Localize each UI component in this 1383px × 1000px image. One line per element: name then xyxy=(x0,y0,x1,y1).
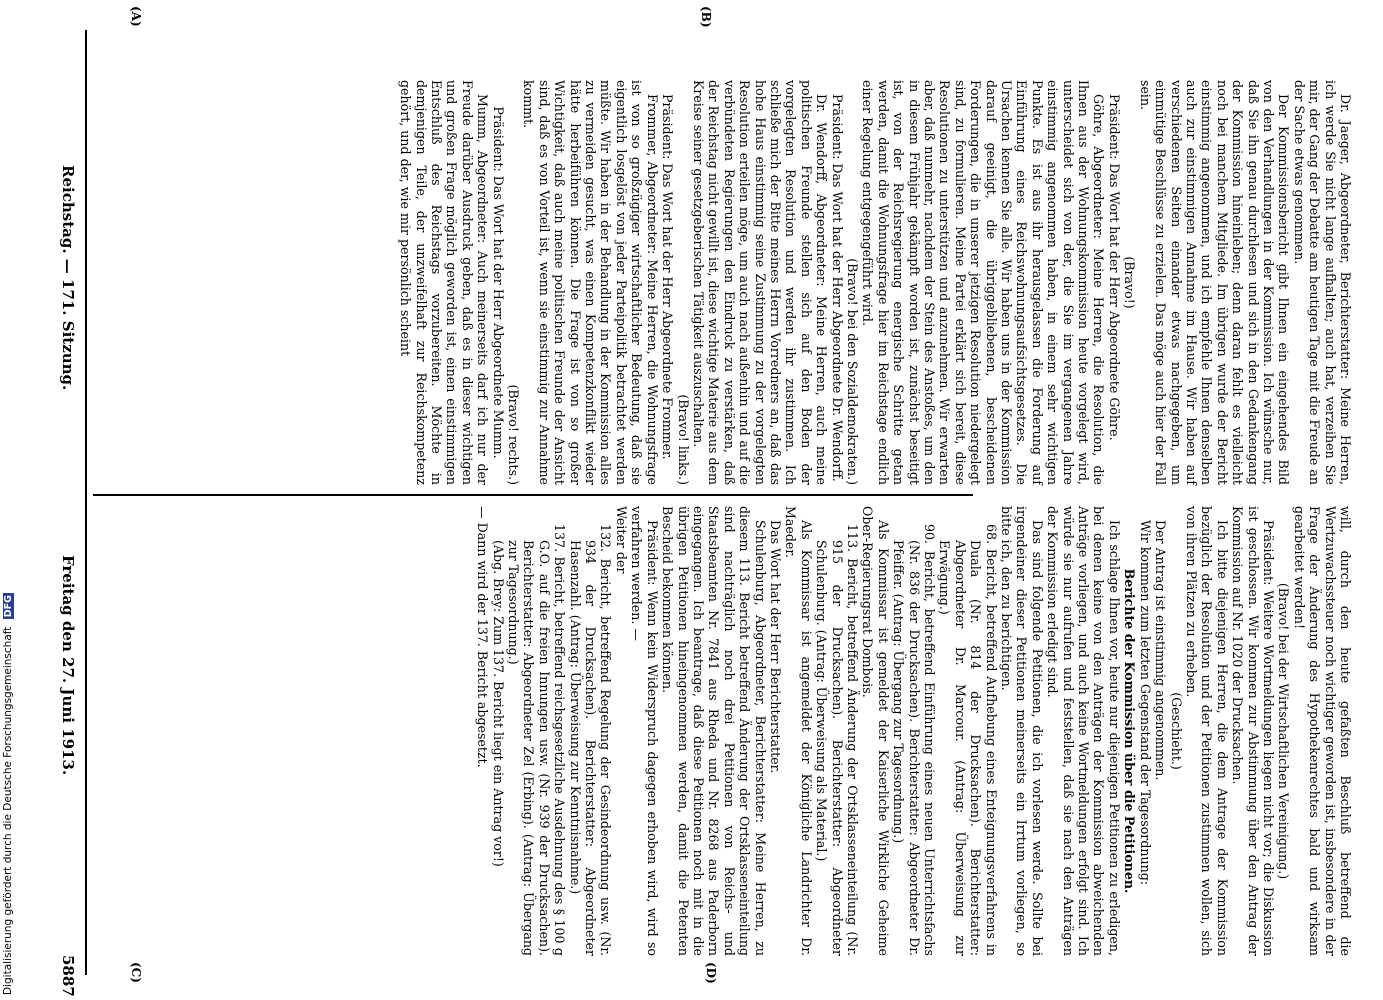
paragraph: Präsident: Das Wort hat der Herr Abgeordnete Frommer. xyxy=(660,94,676,460)
paragraph: Als Kommissar ist gemeldet der Kaiserliche Wirkliche Geheime Ober-Regierungsrat Dombois. xyxy=(860,506,891,956)
interjection: (Geschieht.) xyxy=(1168,692,1184,770)
paragraph: Wir kommen zum letzten Gegenstand der Tagesordnung: xyxy=(1137,520,1153,886)
paragraph: Präsident: Das Wort hat der Herr Abgeordnete Göhre. xyxy=(1106,94,1122,441)
interjection: (Bravo! bei den Sozialdemokraten.) xyxy=(845,258,860,485)
margin-marker-b: (B) xyxy=(699,6,713,28)
dfg-logo: DFG xyxy=(3,595,14,618)
paragraph: Göhre, Abgeordneter: Meine Herren, die Resolution, die Ihnen aus der Wohnungskommission heute vorgelegt wird, unterscheidet sich von der, die Sie im vergangenen Jahre einstimmig angenommen haben, in einem sehr wichtigen Punkte. Es ist aus ihr herausgelassen die Forderung auf Einführung eines Reichswohnungsaufsichtsgesetzes. Die Ursachen kennen Sie alle. Wir haben uns in der Kommission darauf geeinigt, die übriggebliebenen, bescheidenen Forderungen, die in unserer jetzigen Resolution niedergelegt sind, zu formulieren. Meine Partei erklärt sich bereit, diese Resolutionen zu unterstützen und anzunehmen. Wir erwarten aber, daß nunmehr, nachdem der Stein des Anstoßes, um den in diesem Frühjahr gekämpft worden ist, zunächst beseitigt ist, von der Reichsregierung energische Schritte getan werden, damit die Wohnungsfrage hier im Reichstage endlich einer Regelung entgegengeführt wird. xyxy=(860,80,1107,485)
paragraph: Der Kommissionsbericht gibt Ihnen ein eingehendes Bild von den Verhandlungen in der Kommission. Ich wünsche nur, daß Sie ihn genau durchlesen und sich in den Gedankengang der Kommission hineinleben; denn daran fehlt es vielleicht noch bei manchem Mitgliede. Im übrigen wurde der Bericht einstimmig angenommen, und ich empfehle Ihnen denselben auch zur einstimmigen Annahme im Hause. Wir haben auf verschiedenen Seiten einander etwas nachgegeben, um einmütige Beschlüsse zu erzielen. Das möge auch hier der Fall sein. xyxy=(1137,80,1292,485)
footer-credit xyxy=(2,5,14,995)
petition-item: 113. Bericht, betreffend Änderung der Ortsklasseneinteilung (Nr. 915 der Drucksachen). Berichterstatter: Abgeordneter Schulenburg. (Antrag: Überweisung als Material.) xyxy=(814,524,860,956)
paragraph: Der Antrag ist einstimmig angenommen. xyxy=(1153,520,1169,781)
interjection: (Bravo! bei der Wirtschaftlichen Vereinigung.) xyxy=(1276,582,1292,880)
paragraph: will, durch den heute gefaßten Beschluß betreffend die Wertzuwachssteuer noch wichtiger geworden ist, insbesondere in der Frage der Änderung des Hypothekenrechtes bald und wirksam gearbeitet werden! xyxy=(1291,506,1353,956)
header-left: Reichstag. — 171. Sitzung. xyxy=(59,165,77,391)
left-column xyxy=(93,80,1353,485)
petition-item: 137. Bericht, betreffend reichsgesetzliche Ausdehnung des § 100 g G.O. auf die freien Innungen usw. (Nr. 939 der Drucksachen). Berichterstatter: Abgeordneter Zel (Erbing). (Antrag: Übergang zur Tagesordnung.) xyxy=(506,524,568,956)
paragraph: Präsident: Weitere Wortmeldungen liegen nicht vor; die Diskussion ist geschlossen. Wir kommen zur Abstimmung über den Antrag der Kommission auf Nr. 1020 der Drucksachen. xyxy=(1230,506,1276,956)
paragraph: Dr. Jaeger, Abgeordneter, Berichterstatter: Meine Herren, ich werde Sie nicht lange aufhalten; auch hat, verzeihen Sie mir, der Gang der Debatte am heutigen Tage mit die Freude an der Sache etwas genommen. xyxy=(1291,80,1353,485)
section-heading: Berichte der Kommission über die Petitionen. xyxy=(1122,568,1138,894)
petition-item: 68. Bericht, betreffend Aufhebung eines Enteignungsverfahrens in Duala (Nr. 814 der Drucksachen). Berichterstatter: Abgeordneter Dr. Marcour. (Antrag: Überweisung zur Erwägung.) xyxy=(937,524,999,956)
paragraph: Dr. Wendorff, Abgeordneter: Meine Herren, auch meine politischen Freunde stellen sich auf den Boden der vorgelegten Resolution und werden ihr zustimmen. Ich schließe mich der Bitte meines Herrn Vorredners an, daß das hohe Haus einstimmig seine Zustimmung zu der vorgelegten Resolution erteilen möge, um auch nach außenhin und auf die verbündeten Regierungen den Eindruck zu verstärken, daß der Reichstag nicht gewillt ist, diese wichtige Materie aus dem Kreise seiner gesetzgeberischen Tätigkeit auszuschalten. xyxy=(690,80,830,485)
page-number: 5887 xyxy=(59,955,77,997)
paragraph: Das sind folgende Petitionen, die ich vorlesen werde. Sollte bei irgendeiner dieser Petitionen meinerseits ein Irrtum vorliegen, so bitte ich, den zu berichtigen. xyxy=(999,506,1045,956)
petition-item: 90. Bericht, betreffend Einführung eines neuen Unterrichtsfachs (Nr. 836 der Drucksachen). Berichterstatter: Abgeordneter Dr. Pfeiffer. (Antrag: Übergang zur Tagesordnung.) xyxy=(891,524,938,956)
right-column xyxy=(93,506,1353,956)
margin-marker-c: (C) xyxy=(129,962,143,983)
footer-text: Digitalisierung gefördert durch die Deutsche Forschungsgemeinschaft xyxy=(2,626,14,995)
page-header xyxy=(53,30,79,997)
paragraph: Präsident: Das Wort hat der Herr Abgeordnete Mumm. xyxy=(490,106,506,459)
paragraph: — Dann wird der 137. Bericht abgesetzt. xyxy=(475,506,491,768)
header-rule xyxy=(85,30,87,975)
margin-marker-d: (D) xyxy=(704,962,718,984)
header-center: Freitag den 27. Juni 1913. xyxy=(59,555,77,776)
paragraph: Schulenburg, Abgeordneter, Berichterstatter: Meine Herren, zu diesem 113. Bericht betreffend Änderung der Ortsklasseneinteilung sind nachträglich noch drei Petitionen von Reichs- und Staatsbeamten Nr. 7841 aus Rheda und Nr. 8268 aus Paderborn eingegangen. Ich beantrage, daß diese Petitionen noch mit in die übrigen Petitionen hineingenommen werden, damit die Petenten Bescheid bekommen können. xyxy=(660,506,768,956)
paragraph: Ich schlage Ihnen vor, heute nur diejenigen Petitionen zu erledigen, bei denen keine von den Anträgen der Kommission abweichenden Anträge vorliegen, und auch keine Wortmeldungen erfolgt sind. Ich würde sie nur aufrufen und feststellen, daß sie nach den Anträgen der Kommission erledigt sind. xyxy=(1045,506,1122,956)
paragraph: Weiter der xyxy=(613,506,629,574)
margin-marker-a: (A) xyxy=(129,6,143,27)
paragraph: Das Wort hat der Herr Berichterstatter. xyxy=(767,520,783,774)
interjection: (Abg. Brey: Zum 137. Bericht liegt ein Antrag vor!) xyxy=(490,540,506,867)
paragraph: Präsident: Wenn kein Widerspruch dagegen erhoben wird, wird so verfahren werden. — xyxy=(629,506,660,956)
paragraph: Frommer, Abgeordneter: Meine Herren, die Wohnungsfrage ist von so großzügiger wirtschaftlicher Bedeutung, daß sie eigentlich losgelöst von jeder Parteipolitik betrachtet werden müßte. Wir haben in der Behandlung in der Kommission alles zu vermeiden gesucht, was einen Kompetenzkonflikt wieder hätte herbeiführen können. Die Frage ist von so großer Wichtigkeit, daß auch meine politischen Freunde der Ansicht sind, daß es von Vorteil ist, wenn sie einstimmig zur Annahme kommt. xyxy=(521,80,660,485)
interjection: (Bravo! rechts.) xyxy=(506,384,522,485)
interjection: (Bravo!) xyxy=(1122,256,1138,309)
paragraph: Mumm, Abgeordneter: Auch meinerseits darf ich nur der Freude darüber Ausdruck geben, daß es in dieser wichtigen und großen Frage möglich geworden ist, einen einstimmigen Entschluß des Reichstags vorzubereiten. Möchte in demjenigen Teile, der unzweifelhaft zur Reichskompetenz gehört, und der, wie mir persönlich scheint xyxy=(398,80,491,485)
petition-item: 132. Bericht, betreffend Regelung der Gesindeordnung usw. (Nr. 934 der Drucksachen). Berichterstatter: Abgeordneter Hasenzahl. (Antrag: Überweisung zur Kenntnisnahme.) xyxy=(567,524,614,956)
paragraph: Als Kommissar ist angemeldet der Königliche Landrichter Dr. Maeder. xyxy=(783,506,814,956)
paragraph: Präsident: Das Wort hat der Herr Abgeordnete Dr. Wendorff. xyxy=(829,94,845,482)
column-divider xyxy=(93,494,973,496)
footer-strip xyxy=(0,0,20,1000)
interjection: (Bravo! links.) xyxy=(675,394,691,485)
paragraph: Ich bitte diejenigen Herren, die dem Antrage der Kommission bezüglich der Resolution und der Petitionen zustimmen wollen, sich von ihren Plätzen zu erheben. xyxy=(1183,506,1230,956)
